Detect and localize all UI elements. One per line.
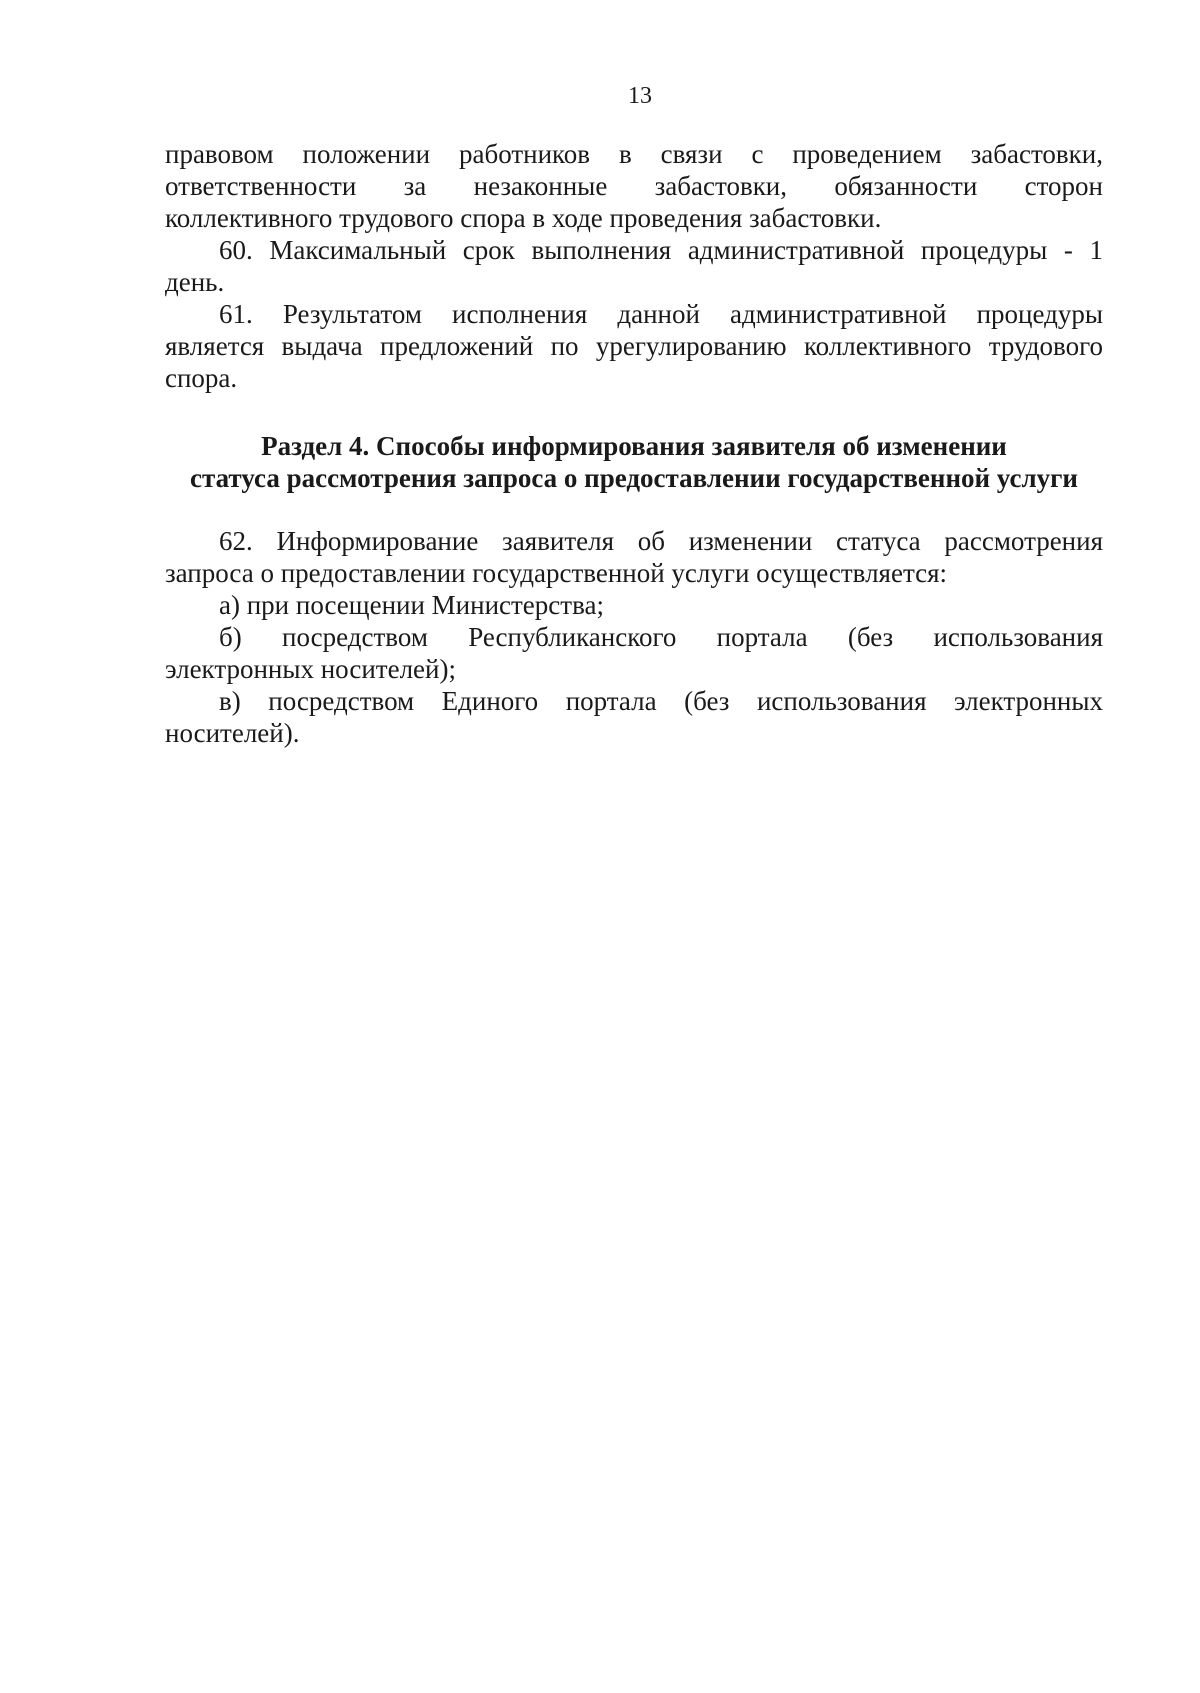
paragraph-60-line-2: день.: [165, 267, 225, 297]
list-item-a: а) при посещении Министерства;: [219, 590, 604, 620]
paragraph-continuation-line-2: ответственности за незаконные забастовки, обязанности сторон: [165, 171, 1103, 201]
text-block-top: [165, 138, 1103, 394]
paragraph-continuation-line-3: коллективного трудового спора в ходе проведения забастовки.: [165, 203, 882, 233]
section-heading-line-2: статуса рассмотрения запроса о предоставлении государственной услуги: [190, 463, 1078, 493]
section-heading: [165, 430, 1103, 494]
list-item-b-line-2: электронных носителей);: [165, 654, 456, 684]
paragraph-continuation-line-1: правовом положении работников в связи с проведением забастовки,: [165, 139, 1103, 169]
page-number: 13: [628, 83, 652, 109]
section-heading-line-1: Раздел 4. Способы информирования заявителя об изменении: [261, 431, 1007, 461]
list-item-b-line-1: б) посредством Республиканского портала (без использования: [219, 622, 1103, 652]
paragraph-62-line-2: запроса о предоставлении государственной услуги осуществляется:: [165, 558, 947, 588]
paragraph-61-line-1: 61. Результатом исполнения данной административной процедуры: [219, 299, 1103, 329]
list-item-c-line-2: носителей).: [165, 718, 300, 748]
paragraph-61-line-2: является выдача предложений по урегулированию коллективного трудового: [165, 331, 1103, 361]
paragraph-60-line-1: 60. Максимальный срок выполнения административной процедуры - 1: [219, 235, 1103, 265]
paragraph-62-line-1: 62. Информирование заявителя об изменении статуса рассмотрения: [219, 526, 1103, 556]
paragraph-61-line-3: спора.: [165, 363, 238, 393]
list-item-c-line-1: в) посредством Единого портала (без использования электронных: [219, 686, 1103, 716]
text-block-bottom: [165, 525, 1103, 749]
